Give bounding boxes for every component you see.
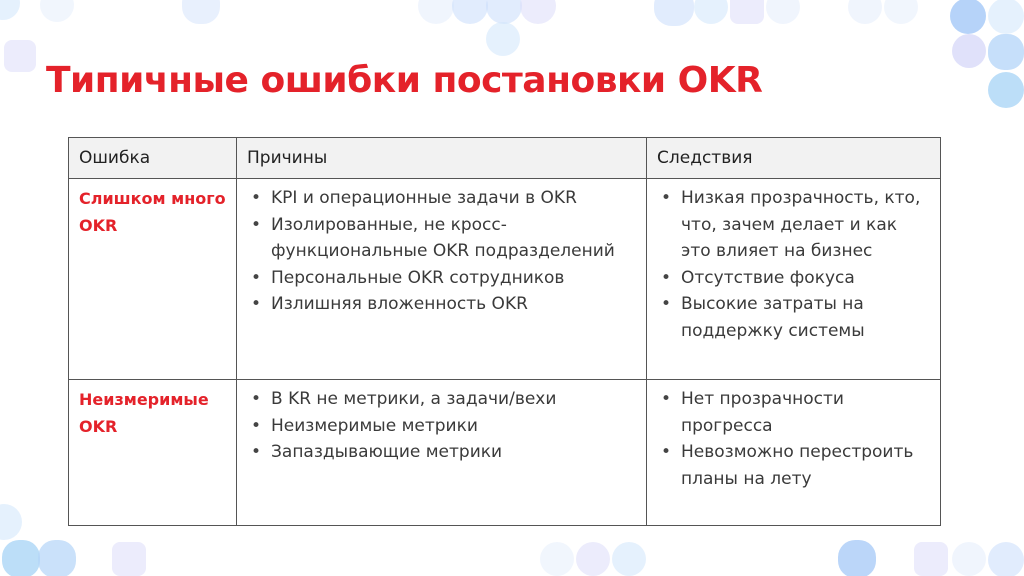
effects-list [657, 386, 930, 492]
list-item: • Излишняя вложенность OKR [247, 291, 636, 318]
list-item: • Неизмеримые метрики [247, 413, 636, 440]
deco-blob [988, 34, 1024, 70]
error-cell: Слишком много OKR [69, 179, 237, 380]
table-row [69, 380, 941, 526]
causes-cell [237, 179, 647, 380]
deco-circle [988, 72, 1024, 108]
deco-circle [612, 542, 646, 576]
deco-circle [486, 0, 522, 24]
causes-list [247, 185, 636, 318]
table-header-row [69, 138, 941, 179]
deco-circle [988, 542, 1024, 576]
causes-list [247, 386, 636, 466]
header-error: Ошибка [69, 138, 237, 179]
list-item: • Изолированные, не кросс-функциональные OKR подразделений [247, 212, 636, 265]
causes-cell [237, 380, 647, 526]
deco-circle [848, 0, 882, 24]
deco-circle [452, 0, 488, 24]
list-item: • KPI и операционные задачи в OKR [247, 185, 636, 212]
deco-circle [694, 0, 728, 24]
deco-square [4, 40, 36, 72]
page-title: Типичные ошибки постановки OKR [46, 60, 763, 101]
deco-circle [950, 0, 986, 34]
deco-circle [766, 0, 800, 24]
list-item: • Персональные OKR сотрудников [247, 265, 636, 292]
table-row [69, 179, 941, 380]
deco-circle [418, 0, 454, 24]
deco-circle [0, 504, 22, 540]
deco-circle [988, 0, 1024, 34]
deco-circle [0, 0, 20, 20]
list-item: • Запаздывающие метрики [247, 439, 636, 466]
deco-circle [486, 22, 520, 56]
effects-cell [647, 380, 941, 526]
deco-blob [2, 540, 40, 576]
deco-square [112, 542, 146, 576]
list-item: • Невозможно перестроить планы на лету [657, 439, 930, 492]
list-item: • Низкая прозрачность, кто, что, зачем делает и как это влияет на бизнес [657, 185, 930, 265]
deco-blob [838, 540, 876, 576]
list-item: • В KR не метрики, а задачи/вехи [247, 386, 636, 413]
deco-blob [182, 0, 220, 24]
deco-circle [952, 34, 986, 68]
header-causes: Причины [237, 138, 647, 179]
effects-list [657, 185, 930, 344]
list-item: • Высокие затраты на поддержку системы [657, 291, 930, 344]
deco-circle [520, 0, 556, 24]
deco-square [914, 542, 948, 576]
deco-circle [952, 542, 986, 576]
deco-circle [884, 0, 918, 24]
deco-blob [654, 0, 694, 26]
okr-errors-table [68, 137, 941, 526]
effects-cell [647, 179, 941, 380]
deco-circle [40, 0, 74, 22]
error-cell: Неизмеримые OKR [69, 380, 237, 526]
deco-circle [576, 542, 610, 576]
deco-square [730, 0, 764, 24]
deco-blob [38, 540, 76, 576]
list-item: • Нет прозрачности прогресса [657, 386, 930, 439]
header-effects: Следствия [647, 138, 941, 179]
deco-circle [540, 542, 574, 576]
list-item: • Отсутствие фокуса [657, 265, 930, 292]
